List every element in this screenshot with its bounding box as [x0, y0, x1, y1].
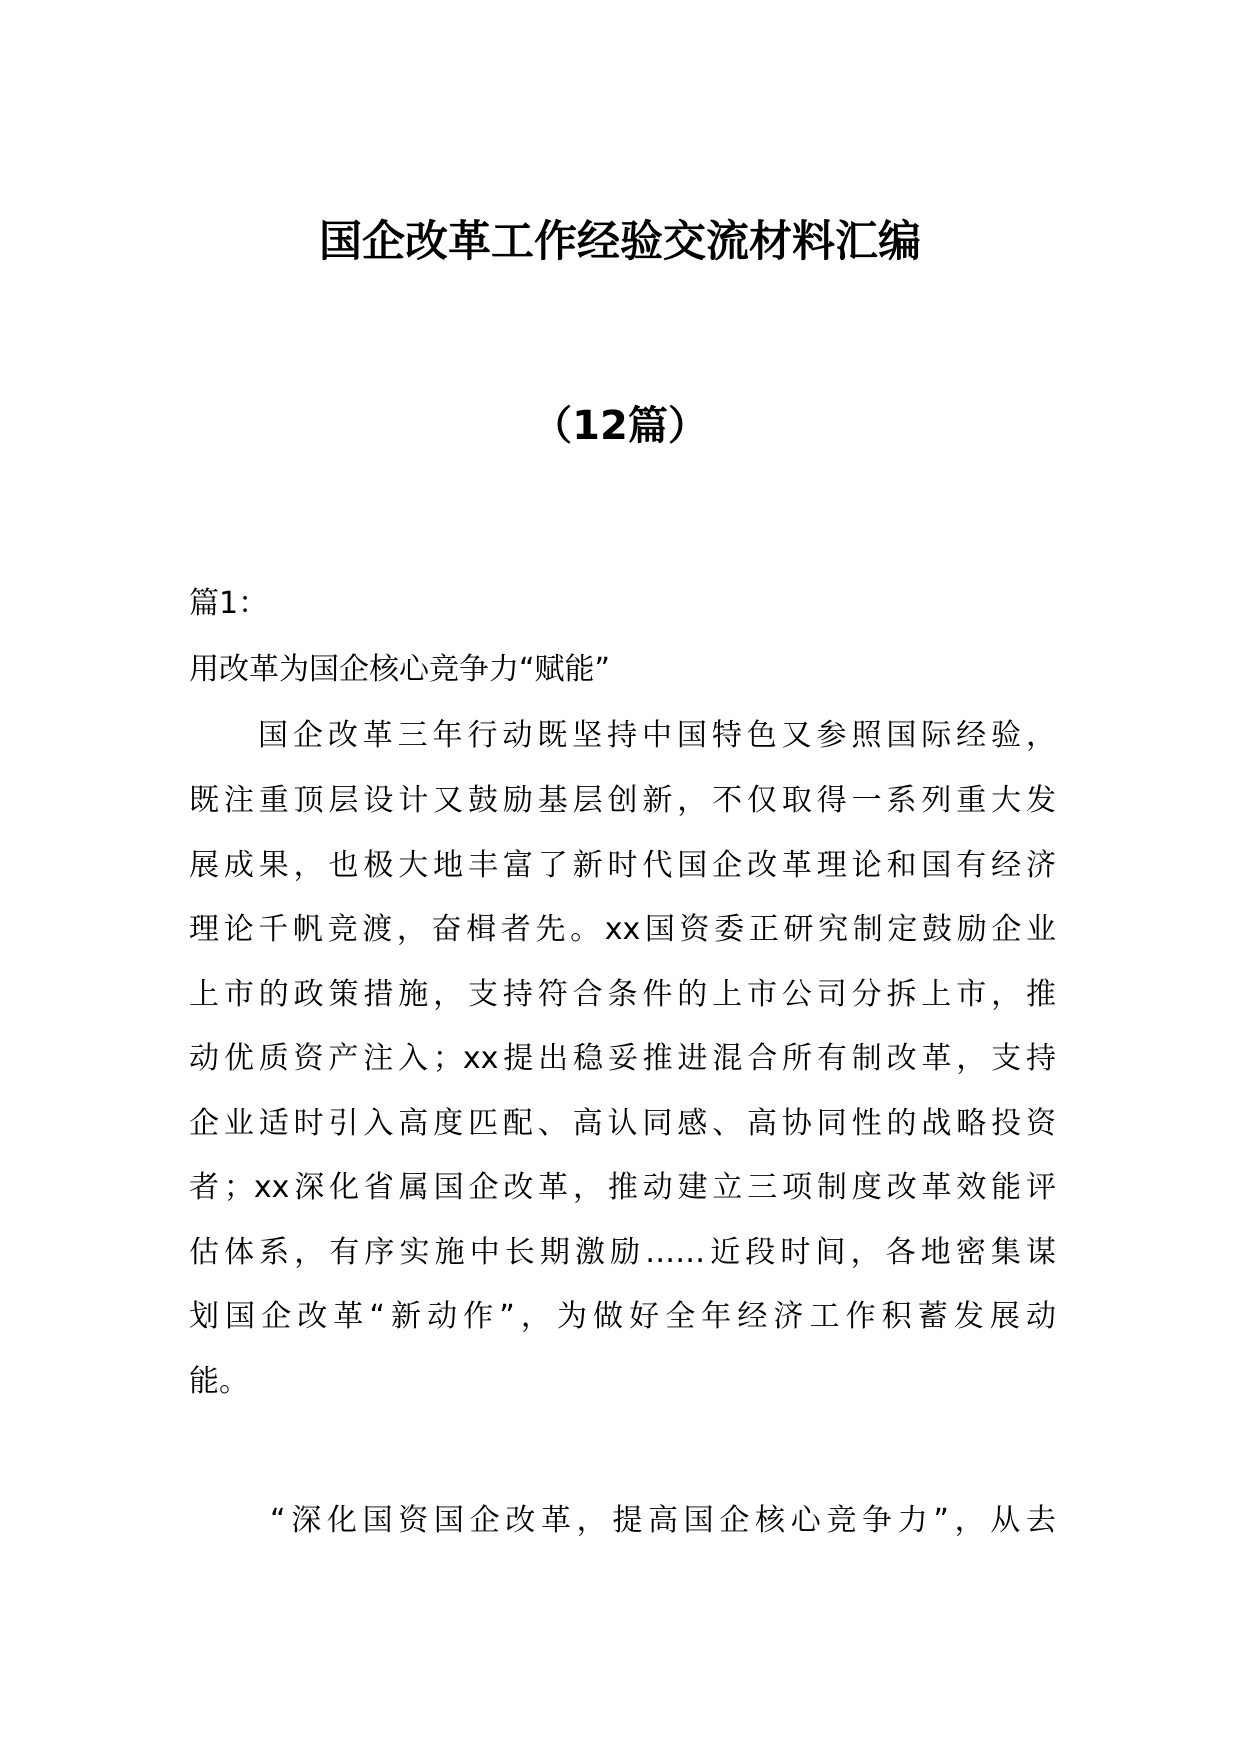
document-title: 国企改革工作经验交流材料汇编	[319, 217, 921, 267]
paragraph-line: 估体系，有序实施中长期激励……近段时间，各地密集谋	[189, 1235, 1056, 1270]
paragraph-line: “深化国资国企改革，提高国企核心竞争力”，从去	[270, 1503, 1056, 1538]
section-label: 篇1：	[189, 586, 269, 621]
paragraph-line: 动优质资产注入；xx提出稳妥推进混合所有制改革，支持	[189, 1041, 1056, 1076]
document-subtitle: （12篇）	[532, 403, 708, 449]
paragraph-line: 展成果，也极大地丰富了新时代国企改革理论和国有经济	[189, 848, 1056, 883]
paragraph-line: 上市的政策措施，支持符合条件的上市公司分拆上市，推	[189, 977, 1056, 1012]
paragraph-line: 划国企改革“新动作”，为做好全年经济工作积蓄发展动	[189, 1299, 1056, 1334]
paragraph-line: 企业适时引入高度匹配、高认同感、高协同性的战略投资	[189, 1106, 1056, 1141]
section-heading: 用改革为国企核心竞争力“赋能”	[189, 652, 611, 687]
paragraph-line: 者；xx深化省属国企改革，推动建立三项制度改革效能评	[189, 1170, 1056, 1205]
paragraph-line: 能。	[189, 1364, 249, 1399]
paragraph-line: 国企改革三年行动既坚持中国特色又参照国际经验，	[258, 718, 1056, 753]
paragraph-line: 既注重顶层设计又鼓励基层创新，不仅取得一系列重大发	[189, 783, 1056, 818]
paragraph-line: 理论千帆竞渡，奋楫者先。xx国资委正研究制定鼓励企业	[189, 912, 1056, 947]
